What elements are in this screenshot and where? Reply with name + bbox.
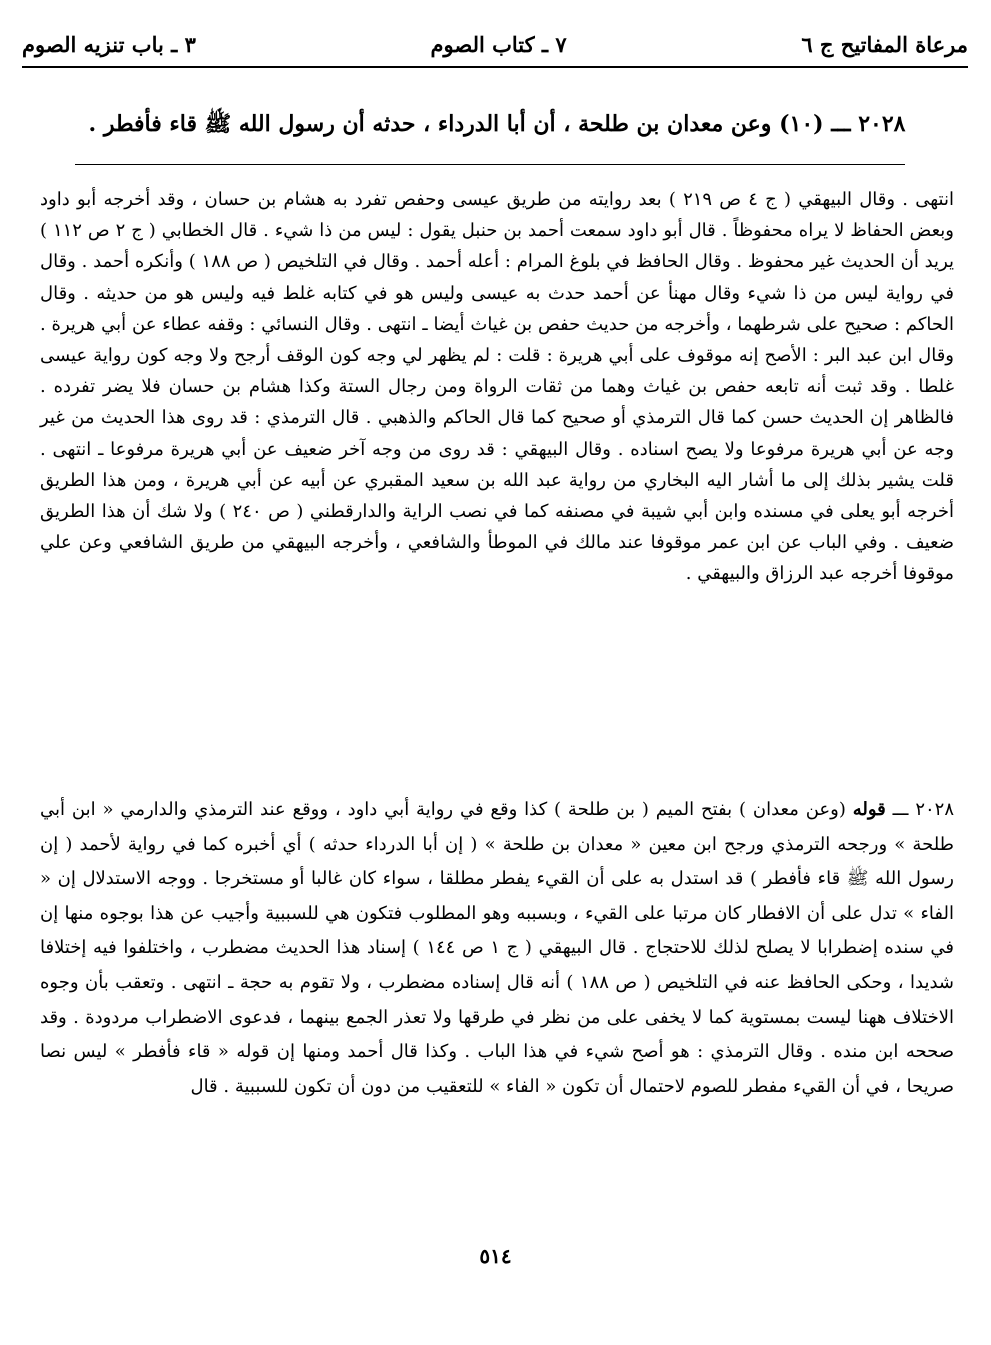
header-section-title: ٣ ـ باب تنزيه الصوم	[22, 31, 196, 57]
header-rule	[22, 66, 968, 68]
commentary-body: (وعن معدان ) بفتح الميم ( بن طلحة ) كذا وقع في رواية أبي داود ، ووقع عند الترمذي والدارمي « ابن أبي طلحة » ورجحه الترمذي ورجح ابن معين « معدان بن طلحة » ( إن أبا الدرداء حدثه ) أي أخبره كما في رواية لأحمد ( إن رسول الله ﷺ قاء فأفطر ) قد استدل به على أن القيء يفطر مطلقا ، سواء كان غالبا أو مستخرجا . ووجه الاستدلال إن « الفاء » تدل على أن الافطار كان مرتبا على القيء ، وبسببه وهو المطلوب فتكون هي للسببية وأجيب عن هذا بوجوه منها إن في سنده إضطرابا لا يصلح لذلك للاحتجاج . قال البيهقي ( ج ١ ص ١٤٤ ) إسناد هذا الحديث مضطرب ، واختلفوا فيه إختلافا شديدا ، وحكى الحافظ عنه في التلخيص ( ص ١٨٨ ) أنه قال إسناده مضطرب ، ولا تقوم به حجة ـ انتهى . وتعقب بأن وجوه الاختلاف ههنا ليست بمستوية كما لا يخفى على من نظر في طرقها ولا تعذر الجمع بينهما ، فدعوى الاضطراب مردودة . وقد صححه ابن منده . وقال الترمذي : هو أصح شيء في هذا الباب . وكذا قال أحمد ومنها إن قوله « قاء فأفطر » ليس نصا صريحا ، في أن القيء مفطر للصوم لاحتمال أن تكون « الفاء » للتعقيب من دون أن تكون للسببية . قال	[40, 799, 955, 1097]
header-book-title: مرعاة المفاتيح ج ٦	[801, 31, 968, 57]
running-header	[22, 26, 968, 62]
header-chapter-title: ٧ ـ كتاب الصوم	[430, 31, 567, 57]
commentary-current-hadith	[40, 793, 954, 1104]
commentary-number: ٢٠٢٨ ـــ	[892, 799, 954, 820]
hadith-text: ٢٠٢٨ ـــ (١٠) وعن معدان بن طلحة ، أن أبا الدرداء ، حدثه أن رسول الله ﷺ قاء فأفطر .	[88, 111, 906, 137]
page-number: ٥١٤	[479, 1244, 512, 1268]
commentary-previous-hadith: انتهى . وقال البيهقي ( ج ٤ ص ٢١٩ ) بعد روايته من طريق عيسى وحفص تفرد به هشام بن حسان ، وقد أخرجه أبو داود وبعض الحفاظ لا يراه محفوظاً . قال أبو داود سمعت أحمد بن حنبل يقول : ليس من ذا شيء . قال الخطابي ( ج ٢ ص ١١٢ ) يريد أن الحديث غير محفوظ . وقال الحافظ في بلوغ المرام : أعله أحمد . وقال في التلخيص ( ص ١٨٨ ) وأنكره أحمد . وقال في رواية ليس من ذا شيء وقال مهنأ عن أحمد حدث به عيسى وليس هو في كتابه غلط فيه وليس هو من حديثه . وقال الحاكم : صحيح على شرطهما ، وأخرجه من حديث حفص بن غياث أيضا ـ انتهى . وقال النسائي : وقفه عطاء عن أبي هريرة . وقال ابن عبد البر : الأصح إنه موقوف على أبي هريرة : قلت : لم يظهر لي وجه كون الوقف أرجح ولا وجه كون رواية عيسى غلطا . وقد ثبت أنه تابعه حفص بن غياث وهما من ثقات الرواة ومن رجال الستة وكذا هشام بن حسان فلا يضر تفرده . فالظاهر إن الحديث حسن كما قال الترمذي أو صحيح كما قال الحاكم والذهبي . قال الترمذي : قد روى هذا الحديث من غير وجه عن أبي هريرة مرفوعا ولا يصح اسناده . وقال البيهقي : قد روى من وجه آخر ضعيف عن أبي هريرة مرفوعا ـ انتهى . قلت يشير بذلك إلى ما أشار اليه البخاري من رواية عبد الله بن سعيد المقبري عن أبيه عن أبي هريرة ، ومن هذا الطريق أخرجه أبو يعلى في مسنده وابن أبي شيبة في مصنفه كما في نصب الراية والدارقطني ( ص ٢٤٠ ) ولا شك أن هذا الطريق ضعيف . وفي الباب عن ابن عمر موقوفا عند مالك في الموطأ والشافعي ، وأخرجه البيهقي من طريق الشافعي وعن علي موقوفا أخرجه عبد الرزاق والبيهقي .	[40, 189, 955, 585]
hadith-separator-rule	[75, 164, 905, 165]
commentary-lemma: قوله	[852, 799, 886, 820]
